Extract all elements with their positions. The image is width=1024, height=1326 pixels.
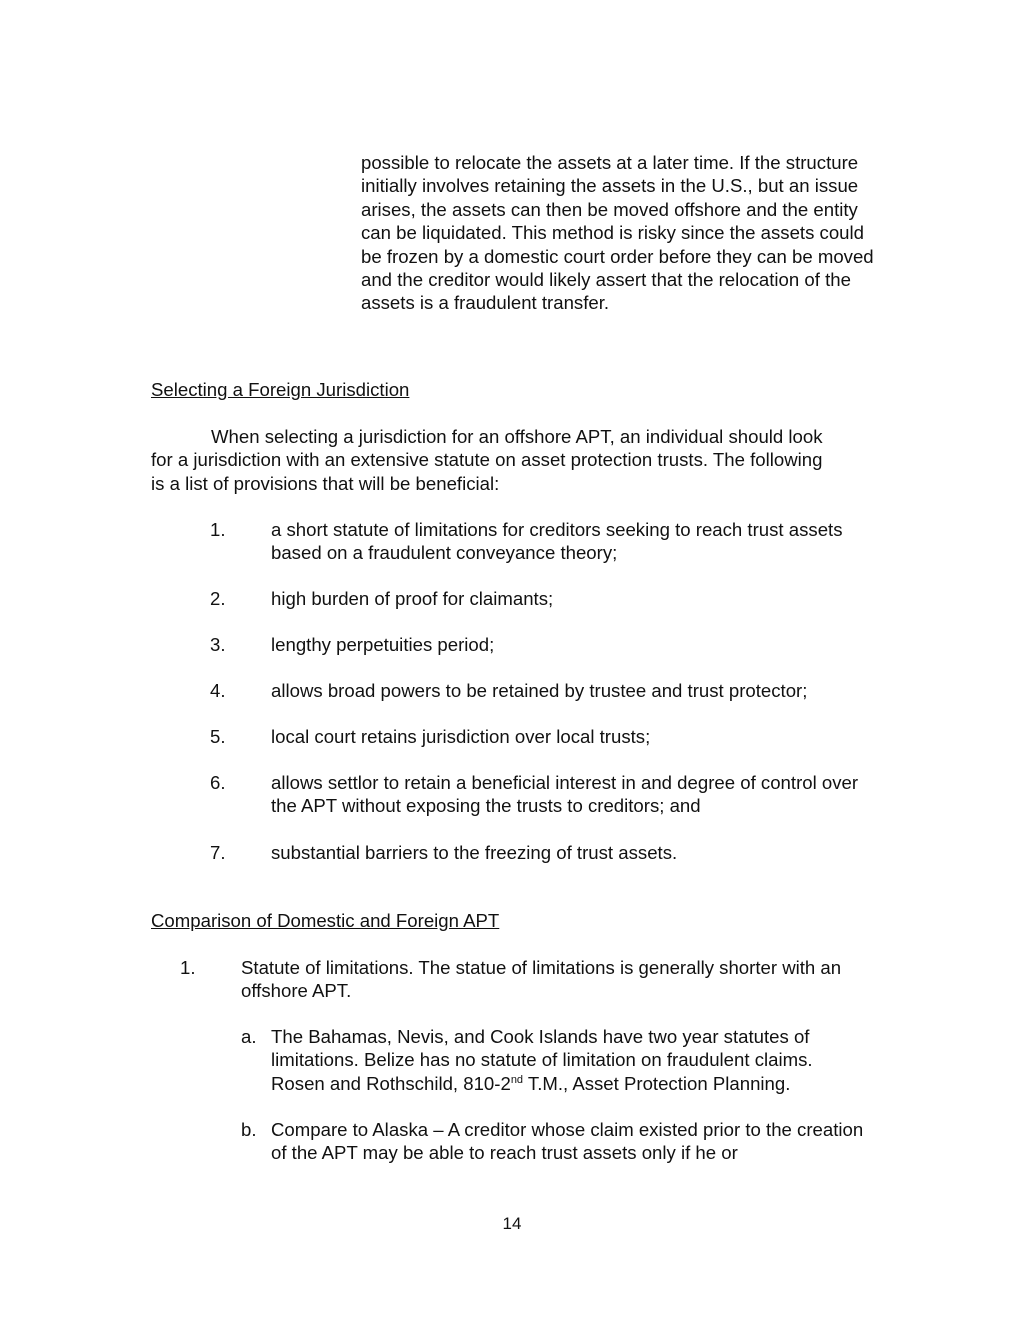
provision-number: 5. xyxy=(210,726,226,747)
provision-text: substantial barriers to the freezing of trust assets. xyxy=(271,842,678,863)
section-heading-foreign-jurisdiction: Selecting a Foreign Jurisdiction xyxy=(151,379,410,400)
provision-number: 2. xyxy=(210,588,226,609)
section-heading-comparison: Comparison of Domestic and Foreign APT xyxy=(151,910,500,931)
subitem-text: The Bahamas, Nevis, and Cook Islands have two year statutes of limitations. Belize has no statute of limitation on fraudulent claims. Rosen and Rothschild, 810-2nd T.M., Asset Protection Planning. xyxy=(271,1026,813,1094)
provision-number: 7. xyxy=(210,842,226,863)
comparison-number: 1. xyxy=(180,957,196,978)
provision-number: 3. xyxy=(210,634,226,655)
provision-text: high burden of proof for claimants; xyxy=(271,588,554,609)
provision-number: 6. xyxy=(210,772,226,793)
intro-paragraph: possible to relocate the assets at a later time. If the structure initially involves retaining the assets in the U.S., but an issue arises, the assets can then be moved offshore and the entity can be liquidated. This method is risky since the assets could be frozen by a domestic court order before they can be moved and the creditor would likely assert that the relocation of the assets is a fraudulent transfer. xyxy=(361,152,874,314)
provision-number: 4. xyxy=(210,680,226,701)
provision-text: allows broad powers to be retained by trustee and trust protector; xyxy=(271,680,808,701)
section-paragraph-foreign-jurisdiction: When selecting a jurisdiction for an offshore APT, an individual should look for a jurisdiction with an extensive statute on asset protection trusts. The following is a list of provisions that will be beneficial: xyxy=(151,426,823,494)
subitem-letter: a. xyxy=(241,1026,257,1047)
subitem-text: Compare to Alaska – A creditor whose claim existed prior to the creation of the APT may be able to reach trust assets only if he or xyxy=(271,1119,864,1164)
page-number: 14 xyxy=(502,1214,522,1233)
provision-text: local court retains jurisdiction over local trusts; xyxy=(271,726,651,747)
ordinal-superscript: nd xyxy=(510,1073,524,1086)
provision-text: lengthy perpetuities period; xyxy=(271,634,495,655)
provision-number: 1. xyxy=(210,519,226,540)
comparison-text: Statute of limitations. The statue of limitations is generally shorter with an offshore APT. xyxy=(241,957,842,1002)
provision-text: allows settlor to retain a beneficial interest in and degree of control over the APT without exposing the trusts to creditors; and xyxy=(271,772,859,817)
provision-text: a short statute of limitations for creditors seeking to reach trust assets based on a fraudulent conveyance theory; xyxy=(271,519,843,564)
subitem-letter: b. xyxy=(241,1119,257,1140)
